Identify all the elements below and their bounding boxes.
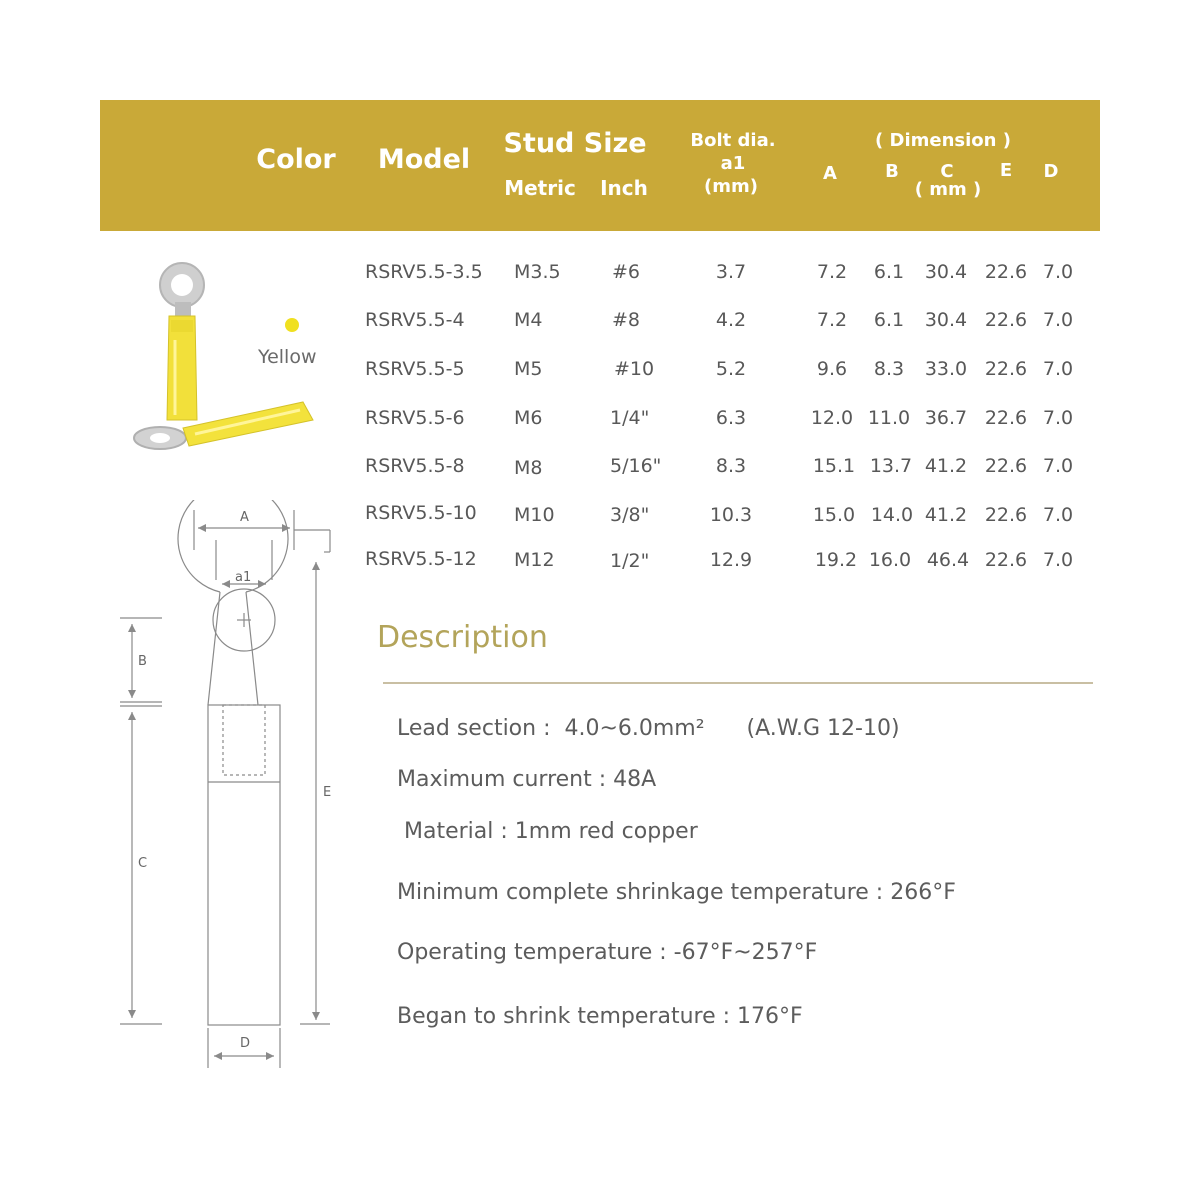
cell-c: 41.2 xyxy=(924,504,968,526)
dimension-diagram xyxy=(110,500,350,1080)
cell-a: 15.1 xyxy=(812,455,856,477)
cell-d: 7.0 xyxy=(1042,549,1074,571)
cell-c: 46.4 xyxy=(926,549,970,571)
spec-max-current: Maximum current : 48A xyxy=(397,767,657,792)
spec-min-shrink-temp: Minimum complete shrinkage temperature : 266°F xyxy=(397,880,956,905)
cell-b: 11.0 xyxy=(867,407,911,429)
cell-bolt: 6.3 xyxy=(715,407,747,429)
dim-label-d: D xyxy=(240,1036,251,1051)
legend-label: Yellow xyxy=(258,346,317,368)
table-header xyxy=(100,100,1100,231)
cell-bolt: 3.7 xyxy=(715,261,747,283)
cell-inch: #8 xyxy=(612,309,641,331)
cell-bolt: 8.3 xyxy=(715,455,747,477)
cell-model: RSRV5.5-6 xyxy=(365,407,465,429)
header-stud-size: Stud Size xyxy=(503,128,647,159)
upright-terminal xyxy=(160,263,204,420)
cell-inch: #6 xyxy=(612,261,641,283)
cell-c: 33.0 xyxy=(924,358,968,380)
cell-e: 22.6 xyxy=(984,358,1028,380)
crimp-zone xyxy=(223,705,265,775)
cell-a: 15.0 xyxy=(812,504,856,526)
cell-d: 7.0 xyxy=(1042,309,1074,331)
dim-label-c: C xyxy=(138,856,148,871)
cell-d: 7.0 xyxy=(1042,504,1074,526)
spec-material: Material : 1mm red copper xyxy=(397,819,698,844)
cell-model: RSRV5.5-3.5 xyxy=(365,261,483,283)
cell-model: RSRV5.5-12 xyxy=(365,548,477,570)
cell-inch: 1/2" xyxy=(610,550,650,572)
cell-c: 41.2 xyxy=(924,455,968,477)
header-mm: ( mm ) xyxy=(914,179,982,200)
cell-metric: M12 xyxy=(514,549,555,571)
cell-model: RSRV5.5-10 xyxy=(365,502,477,524)
cell-inch: 1/4" xyxy=(610,407,650,429)
cell-bolt: 12.9 xyxy=(709,549,753,571)
cell-model: RSRV5.5-5 xyxy=(365,358,465,380)
header-bolt-l3: (mm) xyxy=(704,176,758,197)
header-col-e: E xyxy=(999,160,1013,181)
cell-a: 9.6 xyxy=(816,358,848,380)
header-metric: Metric xyxy=(504,176,576,200)
header-bolt-l2: a1 xyxy=(720,153,746,174)
cell-bolt: 10.3 xyxy=(709,504,753,526)
cell-metric: M4 xyxy=(514,309,543,331)
cell-bolt: 5.2 xyxy=(715,358,747,380)
cell-model: RSRV5.5-8 xyxy=(365,455,465,477)
cell-e: 22.6 xyxy=(984,549,1028,571)
dim-label-a1: a1 xyxy=(235,570,252,585)
header-bolt-l1: Bolt dia. xyxy=(690,130,776,151)
cell-c: 36.7 xyxy=(924,407,968,429)
cell-e: 22.6 xyxy=(984,455,1028,477)
cell-metric: M3.5 xyxy=(514,261,561,283)
cell-b: 6.1 xyxy=(873,261,905,283)
cell-d: 7.0 xyxy=(1042,358,1074,380)
cell-b: 8.3 xyxy=(873,358,905,380)
cell-inch: #10 xyxy=(614,358,655,380)
cell-b: 14.0 xyxy=(870,504,914,526)
cell-e: 22.6 xyxy=(984,261,1028,283)
cell-c: 30.4 xyxy=(924,261,968,283)
yellow-color-dot xyxy=(285,318,299,332)
cell-d: 7.0 xyxy=(1042,407,1074,429)
cell-b: 6.1 xyxy=(873,309,905,331)
spec-lead-section: Lead section : 4.0~6.0mm² (A.W.G 12-10) xyxy=(397,716,900,741)
cell-metric: M6 xyxy=(514,407,543,429)
cell-metric: M10 xyxy=(514,504,555,526)
spec-operating-temp: Operating temperature : -67°F~257°F xyxy=(397,940,818,965)
header-color: Color xyxy=(256,144,336,175)
header-inch: Inch xyxy=(600,176,648,200)
cell-e: 22.6 xyxy=(984,407,1028,429)
description-title: Description xyxy=(377,620,548,655)
cell-a: 19.2 xyxy=(814,549,858,571)
header-col-b: B xyxy=(885,161,899,182)
dim-label-e: E xyxy=(323,785,332,800)
header-col-d: D xyxy=(1043,161,1059,182)
cell-a: 7.2 xyxy=(816,261,848,283)
header-dimension: ( Dimension ) xyxy=(875,130,1011,151)
header-col-a: A xyxy=(823,163,837,184)
cell-bolt: 4.2 xyxy=(715,309,747,331)
cell-b: 16.0 xyxy=(868,549,912,571)
cell-inch: 5/16" xyxy=(610,455,662,477)
cell-metric: M5 xyxy=(514,358,543,380)
spec-begin-shrink-temp: Began to shrink temperature : 176°F xyxy=(397,1004,803,1029)
cell-d: 7.0 xyxy=(1042,455,1074,477)
barrel-outline xyxy=(208,705,280,1025)
dim-label-b: B xyxy=(138,654,147,669)
description-divider xyxy=(383,682,1093,684)
cell-e: 22.6 xyxy=(984,309,1028,331)
cell-e: 22.6 xyxy=(984,504,1028,526)
header-model: Model xyxy=(377,144,471,175)
cell-a: 12.0 xyxy=(810,407,854,429)
cell-d: 7.0 xyxy=(1042,261,1074,283)
cell-inch: 3/8" xyxy=(610,504,650,526)
cell-a: 7.2 xyxy=(816,309,848,331)
header-col-c: C xyxy=(940,161,954,182)
dim-label-a: A xyxy=(240,510,249,525)
cell-b: 13.7 xyxy=(869,455,913,477)
cell-c: 30.4 xyxy=(924,309,968,331)
cell-metric: M8 xyxy=(514,457,543,479)
cell-model: RSRV5.5-4 xyxy=(365,309,465,331)
lying-terminal xyxy=(134,402,313,449)
